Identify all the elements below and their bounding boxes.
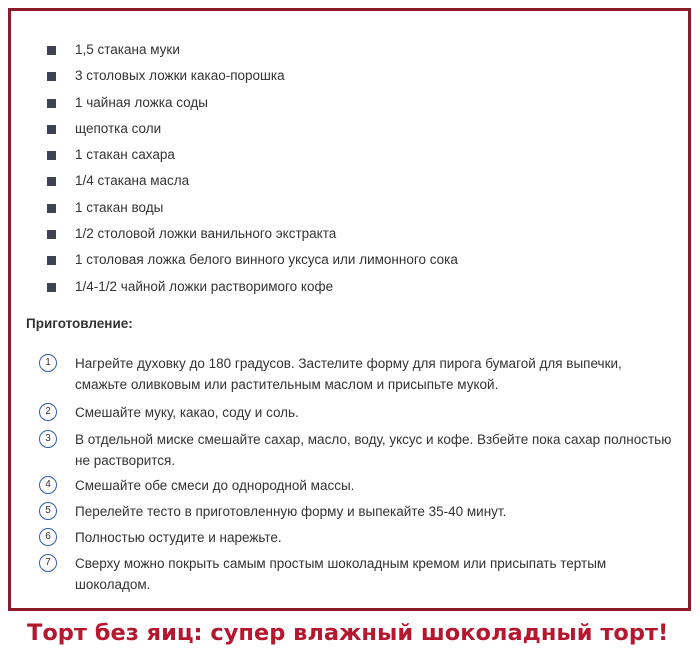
step-text: Смешайте обе смеси до однородной массы.: [75, 478, 355, 493]
step-number-badge: 3: [39, 430, 57, 448]
square-bullet-icon: [47, 125, 56, 134]
square-bullet-icon: [47, 256, 56, 265]
ingredient-text: 1 столовая ложка белого винного уксуса или лимонного сока: [75, 252, 458, 268]
ingredient-text: 1/2 столовой ложки ванильного экстракта: [75, 226, 337, 242]
step-text: Сверху можно покрыть самым простым шоколадным кремом или присыпать тертым шоколадом.: [75, 556, 607, 592]
ingredient-list: [11, 39, 688, 302]
step-number-badge: 6: [39, 528, 57, 546]
step-text: Полностью остудите и нарежьте.: [75, 530, 282, 545]
ingredient-item: [11, 223, 688, 249]
step-text: В отдельной миске смешайте сахар, масло, воду, уксус и кофе. Взбейте пока сахар полностью не растворится.: [75, 432, 672, 468]
step-number-badge: 7: [39, 554, 57, 572]
ingredient-item: [11, 249, 688, 275]
recipe-card: [8, 8, 691, 611]
ingredient-text: щепотка соли: [75, 120, 162, 136]
square-bullet-icon: [47, 230, 56, 239]
ingredient-text: 1 стакан сахара: [75, 147, 175, 163]
preparation-heading: Приготовление:: [26, 316, 133, 331]
step-text: Перелейте тесто в приготовленную форму и выпекайте 35-40 минут.: [75, 504, 507, 519]
ingredient-text: 1/4 стакана масла: [75, 173, 190, 189]
ingredient-text: 3 столовых ложки какао-порошка: [75, 68, 285, 84]
step-number-badge: 5: [39, 502, 57, 520]
square-bullet-icon: [47, 204, 56, 213]
square-bullet-icon: [47, 99, 56, 108]
recipe-title-caption: Торт без яиц: супер влажный шоколадный торт!: [27, 620, 669, 646]
square-bullet-icon: [47, 151, 56, 160]
square-bullet-icon: [47, 283, 56, 292]
step-text: Нагрейте духовку до 180 градусов. Застелите форму для пирога бумагой для выпечки, смажьте оливковым или растительным маслом и присыпьте мукой.: [75, 356, 622, 392]
ingredient-item: [11, 118, 688, 144]
step-text: Смешайте муку, какао, соду и соль.: [75, 405, 299, 420]
ingredient-item: [11, 92, 688, 118]
ingredient-item: [11, 65, 688, 91]
step-number-badge: 2: [39, 403, 57, 421]
ingredient-text: 1/4-1/2 чайной ложки растворимого кофе: [75, 278, 334, 294]
ingredient-text: 1 чайная ложка соды: [75, 94, 208, 110]
ingredient-item: [11, 197, 688, 223]
ingredient-text: 1 стакан воды: [75, 199, 164, 215]
ingredient-text: 1,5 стакана муки: [75, 42, 180, 57]
step-number-badge: 4: [39, 476, 57, 494]
ingredient-item: [11, 276, 688, 302]
square-bullet-icon: [47, 177, 56, 186]
ingredient-item: [11, 170, 688, 196]
ingredient-item: [11, 144, 688, 170]
square-bullet-icon: [47, 46, 56, 55]
square-bullet-icon: [47, 72, 56, 81]
step-number-badge: 1: [39, 354, 57, 372]
ingredient-item: [11, 39, 688, 65]
